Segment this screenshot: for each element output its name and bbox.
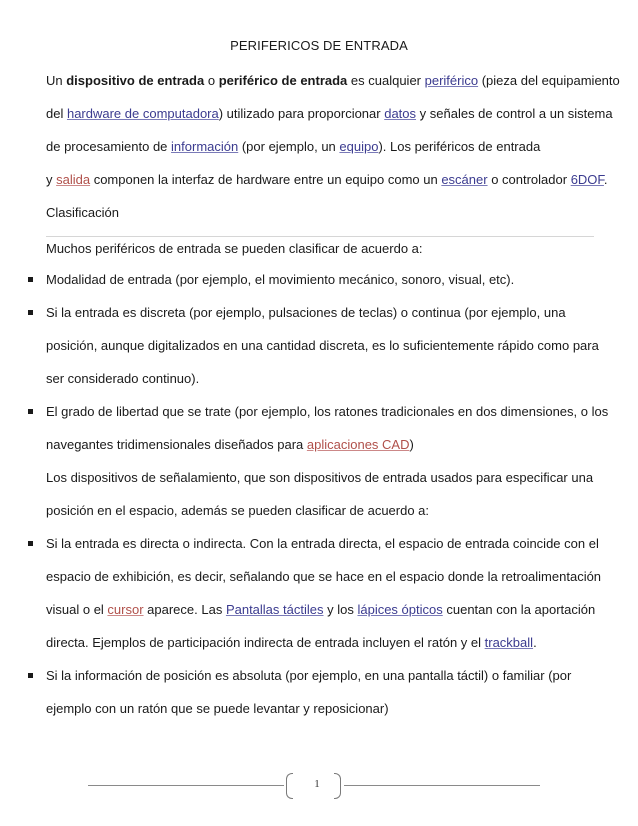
footer-rule-right: [344, 785, 540, 786]
list-item: El grado de libertad que se trate (por ejemplo, los ratones tradicionales en dos dimensiones, o los: [46, 404, 609, 419]
text-span: (por ejemplo, un: [238, 139, 340, 154]
paragraph-line: posición en el espacio, además se pueden clasificar de acuerdo a:: [46, 503, 430, 518]
list-item: Si la entrada es directa o indirecta. Con la entrada directa, el espacio de entrada coincide con el: [46, 536, 599, 551]
list-item: Si la entrada es discreta (por ejemplo, pulsaciones de teclas) o continua (por ejemplo, una: [46, 305, 566, 320]
text-span: y los: [323, 602, 358, 617]
list-item-continuation: [46, 602, 595, 618]
text-span: visual o el: [46, 602, 108, 617]
link-salida[interactable]: salida: [56, 172, 91, 187]
link-equipo[interactable]: equipo: [339, 139, 379, 154]
text-span: directa. Ejemplos de participación indirecta de entrada incluyen el ratón y el: [46, 635, 485, 650]
text-span: o controlador: [487, 172, 571, 187]
link-aplicaciones-cad[interactable]: aplicaciones CAD: [306, 437, 410, 452]
left-bracket-icon: [286, 773, 293, 799]
link-cursor[interactable]: cursor: [107, 602, 144, 617]
list-item-continuation: ejemplo con un ratón que se puede levantar y reposicionar): [46, 701, 389, 716]
text-span: navegantes tridimensionales diseñados para: [46, 437, 307, 452]
bold-term: periférico de entrada: [218, 73, 348, 88]
link-periferico[interactable]: periférico: [424, 73, 479, 88]
text-span: o: [204, 73, 219, 88]
right-bracket-icon: [334, 773, 341, 799]
list-item-continuation: posición, aunque digitalizados en una cantidad discreta, es lo suficientemente rápido como para: [46, 338, 599, 353]
paragraph-line: [46, 139, 540, 155]
link-hardware[interactable]: hardware de computadora: [66, 106, 219, 121]
bold-term: dispositivo de entrada: [66, 73, 205, 88]
bullet-icon: [28, 409, 33, 414]
text-span: (pieza del equipamiento: [478, 73, 620, 88]
link-6dof[interactable]: 6DOF: [570, 172, 604, 187]
list-item-continuation: espacio de exhibición, es decir, señalando que se hace en el espacio donde la retroalimentación: [46, 569, 602, 584]
text-span: del: [46, 106, 67, 121]
list-item-continuation: [46, 437, 414, 453]
text-span: .: [533, 635, 537, 650]
paragraph-line: [46, 106, 613, 122]
bullet-icon: [28, 541, 33, 546]
link-pantallas-tactiles[interactable]: Pantallas táctiles: [225, 602, 324, 617]
page-title: PERIFERICOS DE ENTRADA: [230, 38, 408, 53]
link-lapices-opticos[interactable]: lápices ópticos: [357, 602, 443, 617]
text-span: es cualquier: [347, 73, 425, 88]
text-span: ) utilizado para proporcionar: [218, 106, 385, 121]
text-span: aparece. Las: [143, 602, 226, 617]
text-span: ): [409, 437, 414, 452]
paragraph-line: Los dispositivos de señalamiento, que son dispositivos de entrada usados para especificar una: [46, 470, 594, 485]
page-number: 1: [314, 778, 320, 790]
footer-rule-left: [88, 785, 284, 786]
bullet-icon: [28, 277, 33, 282]
text-span: componen la interfaz de hardware entre un equipo como un: [90, 172, 442, 187]
text-span: .: [603, 172, 608, 187]
bullet-icon: [28, 310, 33, 315]
horizontal-rule: [46, 236, 594, 237]
text-span: cuentan con la aportación: [442, 602, 596, 617]
text-span: y: [46, 172, 57, 187]
bullet-icon: [28, 673, 33, 678]
text-span: ). Los periféricos de entrada: [378, 139, 541, 154]
section-heading: Clasificación: [46, 205, 119, 220]
paragraph-line: [46, 172, 608, 188]
text-span: de procesamiento de: [46, 139, 172, 154]
link-datos[interactable]: datos: [384, 106, 417, 121]
text-span: Un: [46, 73, 67, 88]
link-escaner[interactable]: escáner: [441, 172, 488, 187]
intro-line: Muchos periféricos de entrada se pueden clasificar de acuerdo a:: [46, 241, 423, 256]
link-trackball[interactable]: trackball: [484, 635, 534, 650]
list-item-continuation: [46, 635, 537, 651]
link-informacion[interactable]: información: [171, 139, 239, 154]
paragraph-line: [46, 73, 620, 89]
list-item: Si la información de posición es absoluta (por ejemplo, en una pantalla táctil) o familiar (por: [46, 668, 572, 683]
list-item-continuation: ser considerado continuo).: [46, 371, 200, 386]
text-span: y señales de control a un sistema: [416, 106, 613, 121]
list-item: Modalidad de entrada (por ejemplo, el movimiento mecánico, sonoro, visual, etc).: [46, 272, 515, 287]
